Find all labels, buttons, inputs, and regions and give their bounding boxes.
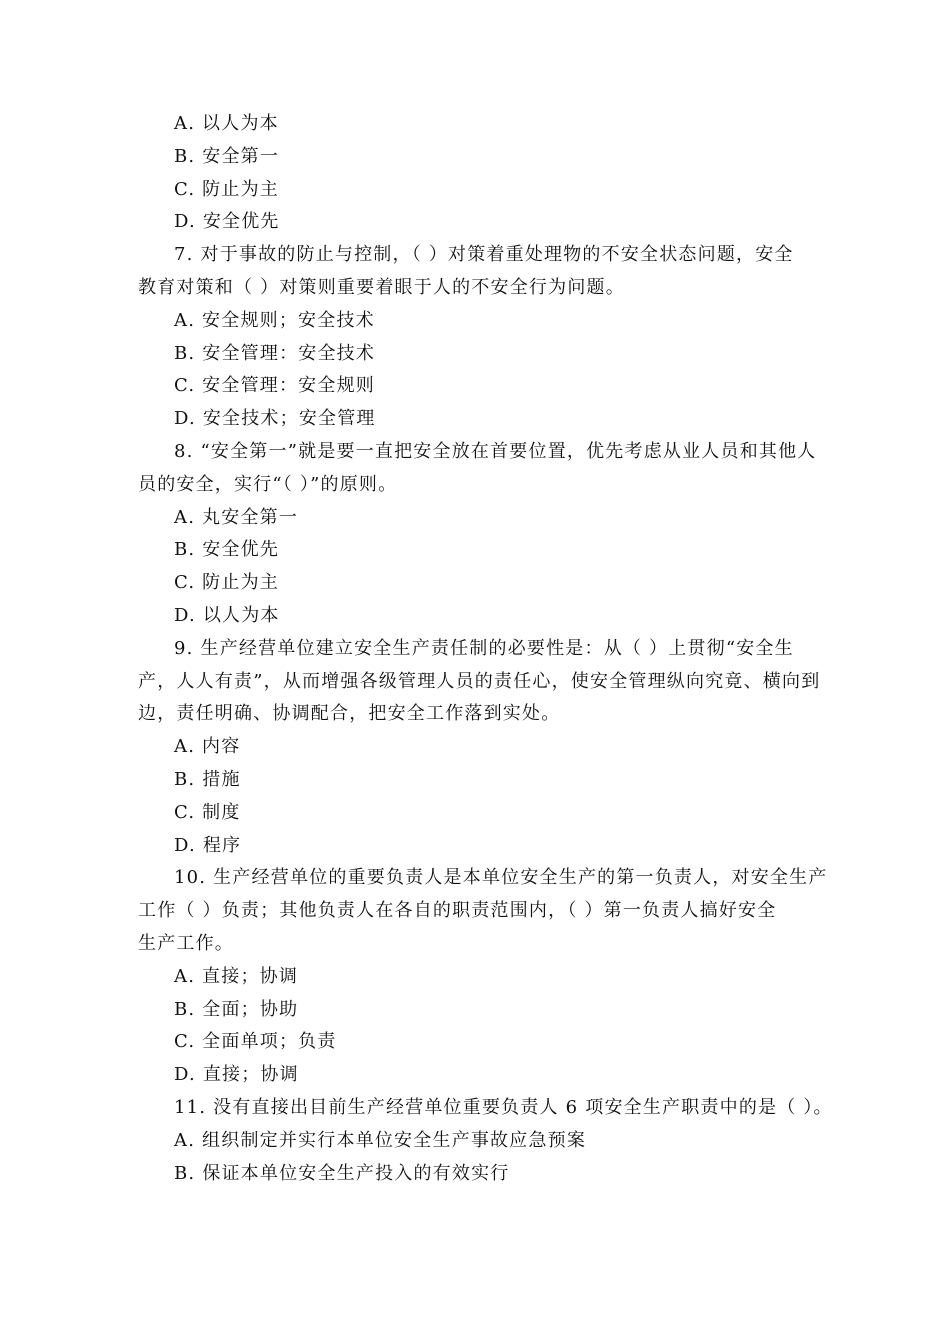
question-continuation-line: 边，责任明确、协调配合，把安全工作落到实处。 (138, 703, 561, 725)
option-line: B. 安全第一 (174, 145, 280, 167)
option-line: D. 安全技术；安全管理 (174, 408, 376, 430)
option-line: C. 安全管理：安全规则 (174, 375, 375, 397)
option-line: A. 以人为本 (174, 113, 279, 134)
question-line: 9. 生产经营单位建立安全生产责任制的必要性是：从（ ）上贯彻“安全生 (174, 637, 794, 659)
option-line: D. 程序 (174, 834, 242, 856)
option-line: A. 安全规则；安全技术 (174, 309, 375, 331)
option-line: B. 安全管理：安全技术 (174, 342, 376, 364)
option-line: B. 保证本单位安全生产投入的有效实行 (174, 1162, 510, 1184)
question-line: 10. 生产经营单位的重要负责人是本单位安全生产的第一负责人，对安全生产 (174, 867, 828, 889)
option-line: A. 丸安全第一 (174, 506, 299, 528)
option-line: A. 内容 (174, 736, 241, 758)
option-line: C. 防止为主 (174, 178, 279, 200)
option-line: B. 措施 (174, 768, 241, 790)
question-continuation-line: 工作（ ）负责；其他负责人在各自的职责范围内，（ ）第一负责人搞好安全 (138, 900, 777, 922)
option-line: C. 防止为主 (174, 572, 279, 594)
question-continuation-line: 产，人人有责”，从而增强各级管理人员的责任心，使安全管理纵向究竟、横向到 (138, 670, 821, 692)
option-line: C. 全面单项；负责 (174, 1031, 337, 1053)
option-line: B. 安全优先 (174, 539, 280, 561)
option-line: B. 全面；协助 (174, 998, 299, 1020)
option-line: A. 组织制定并实行本单位安全生产事故应急预案 (174, 1129, 587, 1151)
question-continuation-line: 教育对策和（ ）对策则重要着眼于人的不安全行为问题。 (138, 276, 625, 298)
option-line: C. 制度 (174, 801, 241, 823)
document-page (0, 108, 950, 1190)
question-continuation-line: 员的安全，实行“（ ）”的原则。 (138, 473, 398, 495)
option-line: D. 安全优先 (174, 211, 280, 233)
option-line: D. 直接；协调 (174, 1064, 299, 1086)
question-line: 11. 没有直接出目前生产经营单位重要负责人 6 项安全生产职责中的是（ ）。 (174, 1096, 833, 1118)
question-continuation-line: 生产工作。 (138, 932, 234, 954)
option-line: D. 以人为本 (174, 604, 280, 626)
option-line: A. 直接；协调 (174, 965, 299, 987)
question-line: 7. 对于事故的防止与控制，（ ）对策着重处理物的不安全状态问题，安全 (174, 244, 794, 266)
question-line: 8. “安全第一”就是要一直把安全放在首要位置，优先考虑从业人员和其他人 (174, 440, 817, 462)
